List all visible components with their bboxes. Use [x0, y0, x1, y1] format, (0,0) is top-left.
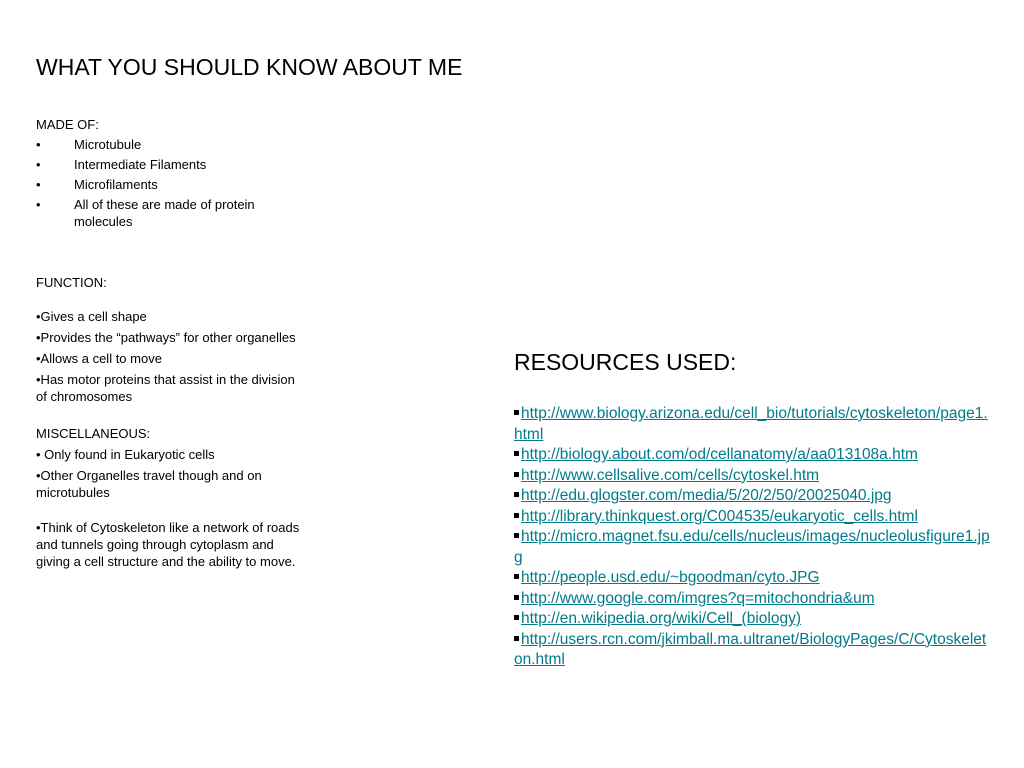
function-item: •Has motor proteins that assist in the division of chromosomes: [36, 372, 295, 404]
square-bullet-icon: [514, 574, 519, 579]
made-of-item: [36, 176, 301, 193]
resource-item: [514, 568, 994, 589]
resource-link[interactable]: http://people.usd.edu/~bgoodman/cyto.JPG: [521, 569, 820, 586]
square-bullet-icon: [514, 410, 519, 415]
resource-link[interactable]: http://biology.about.com/od/cellanatomy/a/aa013108a.htm: [521, 446, 918, 463]
resource-item: [514, 404, 994, 445]
resource-item: [514, 445, 994, 466]
resource-link[interactable]: http://en.wikipedia.org/wiki/Cell_(biology): [521, 610, 801, 627]
resource-link[interactable]: http://edu.glogster.com/media/5/20/2/50/20025040.jpg: [521, 487, 892, 504]
function-item: •Gives a cell shape: [36, 309, 147, 324]
misc-list: [36, 446, 301, 501]
made-of-item: [36, 156, 301, 173]
made-of-list: [36, 136, 301, 230]
square-bullet-icon: [514, 636, 519, 641]
square-bullet-icon: [514, 595, 519, 600]
made-of-heading: MADE OF:: [36, 117, 99, 132]
resources-section: [514, 347, 994, 671]
resource-item: [514, 589, 994, 610]
function-heading: FUNCTION:: [36, 275, 107, 290]
made-of-item: [36, 136, 301, 153]
square-bullet-icon: [514, 451, 519, 456]
made-of-item-text: Microfilaments: [74, 177, 158, 192]
square-bullet-icon: [514, 533, 519, 538]
resource-item: [514, 507, 994, 528]
misc-heading: MISCELLANEOUS:: [36, 426, 151, 441]
bullet-icon: •: [36, 177, 41, 192]
square-bullet-icon: [514, 615, 519, 620]
resources-heading: RESOURCES USED:: [514, 349, 737, 375]
resource-item: [514, 527, 994, 568]
resource-link[interactable]: http://www.biology.arizona.edu/cell_bio/tutorials/cytoskeleton/page1.html: [514, 405, 988, 443]
function-item: •Provides the “pathways” for other organelles: [36, 330, 296, 345]
misc-item: •Other Organelles travel though and on microtubules: [36, 468, 262, 500]
resource-link[interactable]: http://micro.magnet.fsu.edu/cells/nucleus/images/nucleolusfigure1.jpg: [514, 528, 990, 566]
square-bullet-icon: [514, 492, 519, 497]
resource-link[interactable]: http://www.cellsalive.com/cells/cytoskel.htm: [521, 466, 820, 484]
resource-link[interactable]: http://library.thinkquest.org/C004535/eukaryotic_cells.html: [521, 507, 918, 525]
function-item: •Allows a cell to move: [36, 351, 162, 366]
made-of-item-text: Microtubule: [74, 137, 142, 152]
made-of-item: [36, 196, 301, 230]
bullet-icon: •: [36, 137, 41, 152]
misc-note: •Think of Cytoskeleton like a network of roads and tunnels going through cytoplasm and giving a cell structure and the ability to move.: [36, 520, 300, 569]
resource-link[interactable]: http://www.google.com/imgres?q=mitochondria&um: [521, 589, 875, 607]
resource-item: [514, 609, 994, 630]
resource-item: [514, 486, 994, 507]
resources-list: [514, 404, 994, 671]
left-column: [36, 116, 301, 570]
resource-item: [514, 466, 994, 487]
made-of-item-text: Intermediate Filaments: [74, 157, 207, 172]
function-list: [36, 308, 301, 405]
bullet-icon: •: [36, 197, 41, 212]
resource-link[interactable]: http://users.rcn.com/jkimball.ma.ultranet/BiologyPages/C/Cytoskeleton.html: [514, 630, 987, 668]
square-bullet-icon: [514, 513, 519, 518]
made-of-item-text: All of these are made of protein molecules: [74, 197, 255, 229]
square-bullet-icon: [514, 472, 519, 477]
slide-title: WHAT YOU SHOULD KNOW ABOUT ME: [36, 54, 463, 80]
bullet-icon: •: [36, 157, 41, 172]
resource-item: [514, 630, 994, 671]
misc-item: • Only found in Eukaryotic cells: [36, 447, 215, 462]
